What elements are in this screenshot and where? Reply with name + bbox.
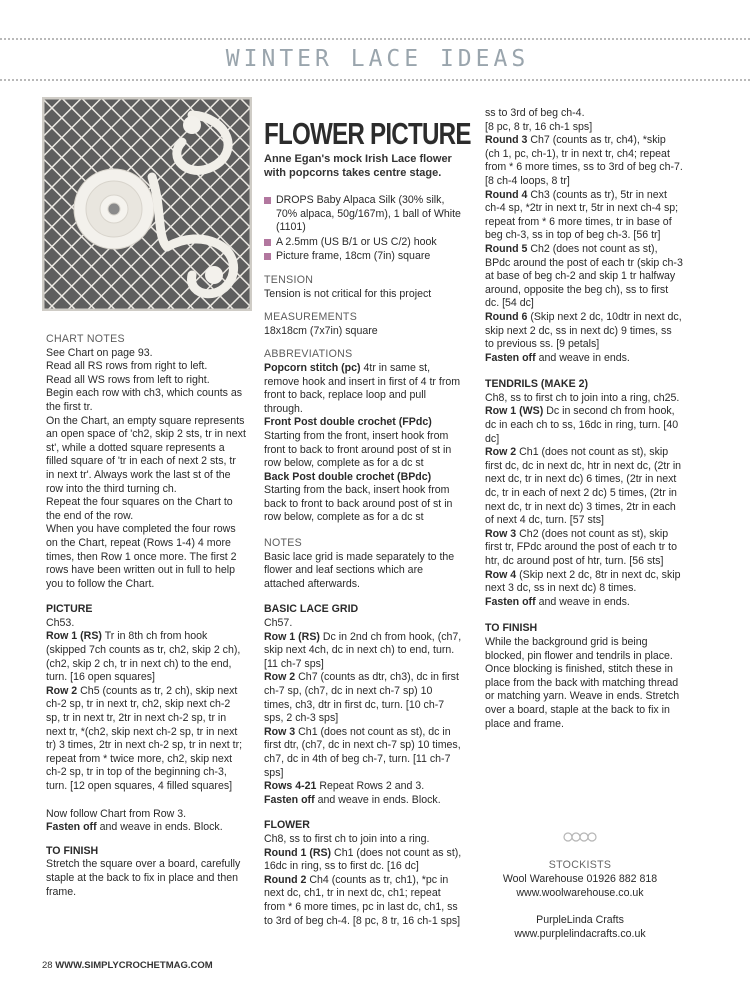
picture-row-2: Row 2 Ch5 (counts as tr, 2 ch), skip next ch-2 sp, tr in next tr, ch2, skip next ch-2 sp, tr in next tr, 2tr in next ch-2 sp, tr in next tr, *(ch2, skip next ch-2 sp, tr in next tr) 3 times, 2tr in next ch-2 sp, tr in next tr; repeat from * twice more, ch2, skip next ch-2 sp, tr in top of the beginning ch-3, turn. [12 open squares, 4 filled squares] [46, 684, 243, 792]
grid-rows-4-21: Rows 4-21 Repeat Rows 2 and 3. [264, 780, 425, 793]
stockists-heading: STOCKISTS [548, 859, 612, 871]
abbreviation-bpdc-term: Back Post double crochet (BPdc) [264, 470, 432, 483]
chart-note: Begin each row with ch3, which counts as the first tr. [46, 387, 243, 413]
right-column [485, 107, 683, 731]
material-item: Picture frame, 18cm (7in) square [264, 250, 462, 264]
finish2-heading: TO FINISH [485, 622, 538, 635]
chart-note: On the Chart, an empty square represents an open space of 'ch2, skip 2 sts, tr in next st', while a dotted square represents a filled square of 'tr in each of next 2 sts, tr in next tr'. Always work the last st of the row into the third turning ch. [46, 414, 246, 495]
chart-note: Read all WS rows from left to right. [46, 373, 210, 386]
section-header: WINTER LACE IDEAS [225, 46, 530, 72]
flower-start: Ch8, ss to first ch to join into a ring. [264, 832, 430, 845]
picture-heading: PICTURE [46, 603, 93, 616]
chart-note: Read all RS rows from right to left. [46, 360, 208, 373]
abbreviation-fpdc-term: Front Post double crochet (FPdc) [264, 416, 432, 429]
tendrils-row-3: Row 3 Ch2 (does not count as st), skip first tr, FPdc around the post of each tr to htr, dc around post of htr, turn. [56 sts] [485, 527, 677, 567]
top-dotted-rule [0, 38, 750, 40]
flower-round-6: Round 6 (Skip next 2 dc, 10dtr in next dc, skip next 2 dc, ss in next dc) 9 times, ss to previous ss. [9 petals] [485, 310, 682, 351]
article-title: FLOWER PICTURE [264, 116, 471, 151]
abbreviation-bpdc-text: Starting from the back, insert hook from back to front to back around post of st in row below, complete as for a dc st [264, 484, 453, 524]
stockist-1-url[interactable]: www.woolwarehouse.co.uk [516, 887, 644, 899]
finish-text: Stretch the square over a board, carefully staple at the back to fix in place and then frame. [46, 858, 241, 898]
tension-text: Tension is not critical for this project [264, 287, 432, 300]
flower-round-1: Round 1 (RS) Ch1 (does not count as st), 16dc in ring, ss to first dc. [16 dc] [264, 846, 462, 873]
tendrils-heading: TENDRILS (MAKE 2) [485, 378, 588, 391]
flower-heading: FLOWER [264, 819, 310, 832]
notes-heading: NOTES [264, 537, 302, 550]
left-column [46, 333, 246, 899]
lace-flower-photo [42, 97, 252, 311]
flower-round-5: Round 5 Ch2 (does not count as st), BPdc around the post of each tr (skip ch-3 at base of beg ch-2 and skip 1 tr halfway around, opposite the beg ch), ss to first dc. [54 dc] [485, 242, 683, 310]
footer-site[interactable]: WWW.SIMPLYCROCHETMAG.COM [55, 960, 213, 971]
stockist-2-url[interactable]: www.purplelindacrafts.co.uk [514, 928, 646, 940]
flower-round-2-cont: ss to 3rd of beg ch-4. [8 pc, 8 tr, 16 ch-1 sps] [485, 107, 593, 133]
tendrils-start: Ch8, ss to first ch to join into a ring, ch25. [485, 391, 680, 404]
notes-text: Basic lace grid is made separately to the flower and leaf sections which are attached afterwards. [264, 550, 455, 590]
abbreviation-popcorn: Popcorn stitch (pc) 4tr in same st, remove hook and insert in first of 4 tr from front to back, replace loop and pull through. [264, 361, 461, 415]
measurements-heading: MEASUREMENTS [264, 311, 358, 324]
grid-heading: BASIC LACE GRID [264, 603, 359, 616]
measurements-text: 18x18cm (7x7in) square [264, 324, 378, 337]
page-footer [42, 960, 213, 971]
picture-fasten: Fasten off and weave in ends. Block. [46, 821, 223, 834]
grid-fasten: Fasten off and weave in ends. Block. [264, 793, 441, 806]
flower-round-4: Round 4 Ch3 (counts as tr), 5tr in next ch-4 sp, *2tr in next tr, 5tr in next ch-4 sp; repeat from * 6 more times, tr in base of beg ch-3, ss in top of beg ch-3. [56 tr] [485, 188, 679, 242]
chart-notes-heading: CHART NOTES [46, 333, 125, 345]
header-dotted-rule [0, 79, 750, 81]
flower-round-2: Round 2 Ch4 (counts as tr, ch1), *pc in next dc, ch1, tr in next dc, ch1; repeat from * 6 more times, pc in last dc, ch1, ss to 3rd of beg ch-4. [8 pc, 8 tr, 16 ch-1 sps] [264, 873, 461, 927]
material-item: A 2.5mm (US B/1 or US C/2) hook [264, 236, 462, 250]
grid-row-1: Row 1 (RS) Dc in 2nd ch from hook, (ch7, skip next 4ch, dc in next ch) to end, turn. [11 ch-7 sps] [264, 630, 462, 670]
flower-round-3: Round 3 Ch7 (counts as tr, ch4), *skip (ch 1, pc, ch-1), tr in next tr, ch4; repeat from * 6 more times, ss to 3rd of beg ch-7. [8 ch-4 loops, 8 tr] [485, 134, 683, 187]
chart-note: See Chart on page 93. [46, 346, 153, 359]
finish-heading: TO FINISH [46, 844, 99, 857]
tendrils-row-2: Row 2 Ch1 (does not count as st), skip first dc, dc in next dc, htr in next dc, (2tr in next dc, tr in next dc) 6 times, (2tr in next dc, tr in each of next 2 dc) 5 times, (2tr in next dc, tr in next dc) 3 times, 2tr in each of next 4 dc, turn. [57 sts] [485, 446, 682, 527]
page-number: 28 [42, 960, 53, 971]
bullet-square-icon [264, 197, 271, 204]
picture-row-1: Row 1 (RS) Tr in 8th ch from hook (skipped 7ch counts as tr, ch2, skip 2 ch), (ch2, skip 2 ch, tr in next ch) to the end, turn. [16 open squares] [46, 630, 241, 684]
chart-note: When you have completed the four rows on the Chart, repeat (Rows 1-4) 4 more times, then Row 1 once more. The first 2 rows have been written out in full to help you to follow the Chart. [46, 523, 237, 590]
grid-row-2: Row 2 Ch7 (counts as dtr, ch3), dc in first ch-7 sp, (ch7, dc in next ch-7 sp) 10 times, ch3, dtr in first dc, turn. [10 ch-7 sps, 2 ch-3 sps] [264, 671, 459, 725]
bullet-square-icon [264, 239, 271, 246]
abbreviations-heading: ABBREVIATIONS [264, 348, 353, 361]
tendrils-row-1: Row 1 (WS) Dc in second ch from hook, dc in each ch to ss, 16dc in ring, turn. [40 dc] [485, 405, 679, 445]
tendrils-fasten: Fasten off and weave in ends. [485, 595, 630, 608]
picture-start: Ch53. [46, 616, 75, 629]
abbreviation-fpdc-text: Starting from the front, insert hook from front to back to front around post of st in row below, complete as for a dc st [264, 429, 452, 470]
stockist-2-name: PurpleLinda Crafts [536, 914, 624, 926]
stockist-1-name: Wool Warehouse 01926 882 818 [502, 873, 658, 885]
decorative-divider-icon [562, 830, 598, 848]
grid-row-3: Row 3 Ch1 (does not count as st), dc in first dtr, (ch7, dc in next ch-7 sp) 10 times, ch7, dc in 4th of beg ch-7, turn. [11 ch-7 sps] [264, 725, 461, 779]
tension-heading: TENSION [264, 273, 314, 286]
finish2-text: While the background grid is being blocked, pin flower and tendrils in place. Once blocking is finished, stitch these in place from the back with matching thread or matching yarn. Weave in ends. Stretch over a board, staple at the back to fix in place and frame. [485, 635, 680, 730]
tendrils-row-4: Row 4 (Skip next 2 dc, 8tr in next dc, skip next 3 dc, ss in next dc) 8 times. [485, 568, 681, 595]
middle-column [264, 194, 462, 928]
grid-start: Ch57. [264, 617, 293, 630]
picture-follow: Now follow Chart from Row 3. [46, 807, 187, 820]
article-standfirst: Anne Egan's mock Irish Lace flower with popcorns takes centre stage. [264, 153, 452, 179]
chart-note: Repeat the four squares on the Chart to the end of the row. [46, 496, 233, 522]
material-item: DROPS Baby Alpaca Silk (30% silk, 70% alpaca, 50g/167m), 1 ball of White (1101) [264, 194, 462, 235]
flower-fasten: Fasten off and weave in ends. [485, 351, 630, 364]
bullet-square-icon [264, 253, 271, 260]
